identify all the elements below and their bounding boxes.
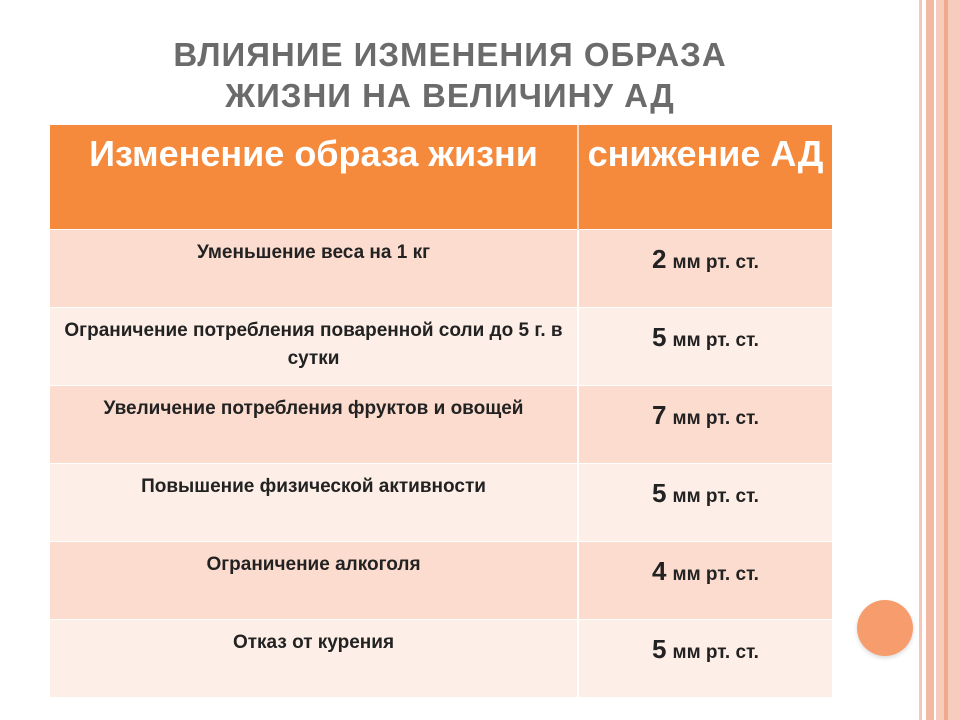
decorative-border-line bbox=[926, 0, 934, 720]
reduction-value: 7 bbox=[652, 399, 667, 430]
reduction-unit: мм рт. ст. bbox=[672, 641, 759, 663]
table-header-row bbox=[50, 125, 832, 229]
reduction-value: 5 bbox=[652, 477, 667, 508]
header-lifestyle-change: Изменение образа жизни bbox=[50, 125, 578, 229]
reduction-unit: мм рт. ст. bbox=[672, 485, 759, 507]
reduction-unit: мм рт. ст. bbox=[672, 563, 759, 585]
bp-reduction-cell bbox=[578, 541, 832, 619]
bp-reduction-cell bbox=[578, 463, 832, 541]
slide-title bbox=[100, 34, 800, 116]
bp-reduction-cell bbox=[578, 385, 832, 463]
reduction-value: 4 bbox=[652, 555, 667, 586]
decorative-border-band bbox=[936, 0, 960, 720]
header-bp-reduction: снижение АД bbox=[578, 125, 832, 229]
reduction-unit: мм рт. ст. bbox=[672, 407, 759, 429]
lifestyle-action-cell: Повышение физической активности bbox=[50, 463, 578, 541]
reduction-value: 2 bbox=[652, 243, 667, 274]
reduction-value: 5 bbox=[652, 321, 667, 352]
lifestyle-bp-table bbox=[50, 125, 832, 697]
lifestyle-action-cell: Ограничение алкоголя bbox=[50, 541, 578, 619]
decorative-border-line bbox=[944, 0, 948, 720]
slide-title-line-2: ЖИЗНИ НА ВЕЛИЧИНУ АД bbox=[225, 77, 675, 114]
table-row bbox=[50, 541, 832, 619]
reduction-unit: мм рт. ст. bbox=[672, 251, 759, 273]
table-row bbox=[50, 229, 832, 307]
lifestyle-action-cell: Увеличение потребления фруктов и овощей bbox=[50, 385, 578, 463]
table-row bbox=[50, 385, 832, 463]
lifestyle-action-cell: Уменьшение веса на 1 кг bbox=[50, 229, 578, 307]
reduction-value: 5 bbox=[652, 633, 667, 664]
bp-reduction-cell bbox=[578, 619, 832, 697]
table-row bbox=[50, 619, 832, 697]
slide-title-line-1: ВЛИЯНИЕ ИЗМЕНЕНИЯ ОБРАЗА bbox=[173, 36, 727, 73]
lifestyle-action-cell: Ограничение потребления поваренной соли до 5 г. в сутки bbox=[50, 307, 578, 385]
lifestyle-action-cell: Отказ от курения bbox=[50, 619, 578, 697]
table-row bbox=[50, 463, 832, 541]
bp-reduction-cell bbox=[578, 229, 832, 307]
decorative-border-line bbox=[919, 0, 922, 720]
table-row bbox=[50, 307, 832, 385]
bp-reduction-cell bbox=[578, 307, 832, 385]
reduction-unit: мм рт. ст. bbox=[672, 329, 759, 351]
decorative-circle bbox=[857, 600, 913, 656]
